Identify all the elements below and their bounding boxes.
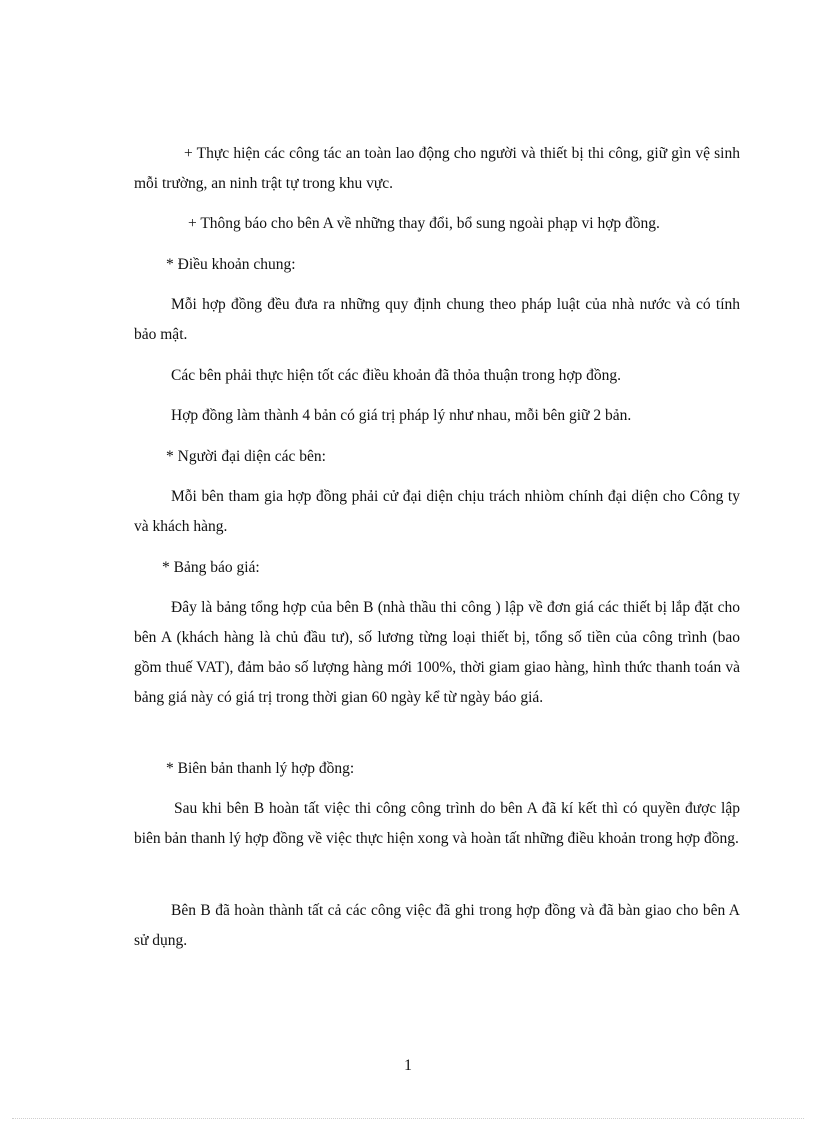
page-number: 1 <box>404 1057 412 1074</box>
paragraph-safety-duties: + Thực hiện các công tác an toàn lao động cho người và thiết bị thi công, giữ gìn vệ sinh mỗi trường, an ninh trật tự trong khu vực. <box>134 145 740 192</box>
page-bottom-divider <box>12 1118 804 1119</box>
paragraph-general-regulations: Mỗi hợp đồng đều đưa ra những quy định chung theo pháp luật của nhà nước và có tính bảo mật. <box>134 296 740 343</box>
paragraph-quotation: Đây là bảng tổng hợp của bên B (nhà thầu thi công ) lập về đơn giá các thiết bị lắp đặt cho bên A (khách hàng là chủ đầu tư), số lương từng loại thiết bị, tổng số tiền của công trình (bao gồm thuế VAT), đảm bảo số lượng hàng mới 100%, thời giam giao hàng, hình thức thanh toán và bảng giá này có giá trị trong thời gian 60 ngày kể từ ngày báo giá. <box>134 599 740 706</box>
paragraph-liquidation-right: Sau khi bên B hoàn tất việc thi công công trình do bên A đã kí kết thì có quyền được lập biên bản thanh lý hợp đồng về việc thực hiện xong và hoàn tất những điều khoản trong hợp đồng. <box>134 800 740 847</box>
paragraph-contract-copies: Hợp đồng làm thành 4 bản có giá trị pháp lý như nhau, mỗi bên giữ 2 bản. <box>171 407 632 424</box>
paragraph-fulfill-terms: Các bên phải thực hiện tốt các điều khoản đã thỏa thuận trong hợp đồng. <box>171 367 622 384</box>
paragraph-notify-party-a: + Thông báo cho bên A về những thay đổi, bổ sung ngoài phạp vi hợp đồng. <box>188 215 660 232</box>
paragraph-representatives: Mỗi bên tham gia hợp đồng phải cử đại diện chịu trách nhiòm chính đại diện cho Công ty và khách hàng. <box>134 488 740 535</box>
heading-representatives: * Người đại diện các bên: <box>166 448 326 465</box>
heading-liquidation-record: * Biên bản thanh lý hợp đồng: <box>166 760 355 777</box>
heading-quotation: * Bảng báo giá: <box>162 559 260 576</box>
paragraph-handover: Bên B đã hoàn thành tất cả các công việc đã ghi trong hợp đồng và đã bàn giao cho bên A sử dụng. <box>134 902 740 949</box>
heading-general-terms: * Điều khoản chung: <box>166 256 296 273</box>
